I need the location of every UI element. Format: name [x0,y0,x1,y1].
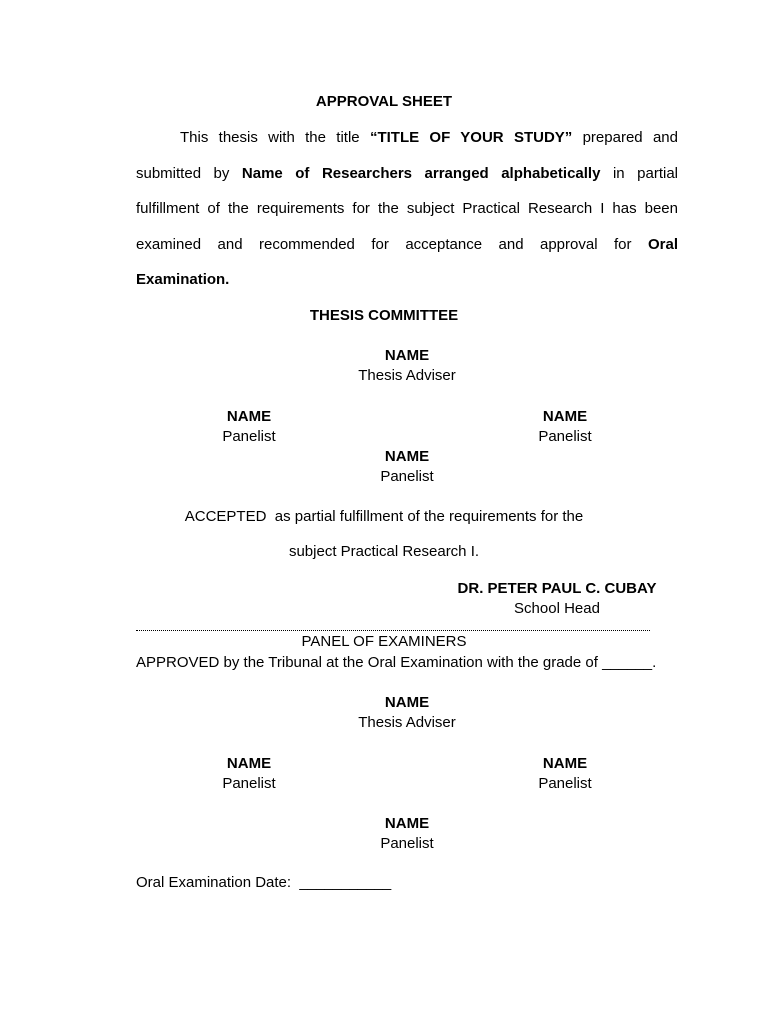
accepted-line-2: subject Practical Research I. [288,543,480,560]
committee-panelist-left [129,407,369,447]
panel-adviser-signature [287,693,527,733]
panelist-name: NAME [542,408,588,425]
paragraph-text: in partial [612,165,678,182]
panelist-role: Panelist [380,835,434,852]
paragraph-line-4 [136,236,678,253]
school-head-role: School Head [514,600,600,617]
panelist-role: Panelist [538,775,592,792]
paragraph-bold: Oral [647,236,678,253]
oral-examination-date: Oral Examination Date: ___________ [136,874,392,891]
paragraph-line-2 [136,165,678,182]
committee-heading: THESIS COMMITTEE [309,307,459,324]
paragraph-line-1 [136,129,678,146]
adviser-role: Thesis Adviser [358,714,456,731]
study-title: “TITLE OF YOUR STUDY” [369,129,573,146]
paragraph-text: examined and recommended for acceptance and approval for [136,236,632,253]
panel-panelist-center [287,814,527,854]
panelist-role: Panelist [538,428,592,445]
panel-panelist-left [129,754,369,794]
panelist-name: NAME [226,755,272,772]
panelist-name: NAME [226,408,272,425]
panelist-role: Panelist [380,468,434,485]
panelist-name: NAME [542,755,588,772]
panelist-name: NAME [384,815,430,832]
panelist-role: Panelist [222,775,276,792]
paragraph-text: submitted by [136,165,230,182]
paragraph-line-3: fulfillment of the requirements for the subject Practical Research I has been [136,200,678,217]
school-head-name: DR. PETER PAUL C. CUBAY [457,580,657,597]
adviser-role: Thesis Adviser [358,367,456,384]
page-title: APPROVAL SHEET [315,93,453,110]
panel-panelist-right [445,754,685,794]
committee-adviser-signature [287,346,527,386]
adviser-name: NAME [384,347,430,364]
accepted-line-1: ACCEPTED as partial fulfillment of the requirements for the [184,508,584,525]
committee-panelist-right [445,407,685,447]
adviser-name: NAME [384,694,430,711]
school-head-signature [437,579,677,619]
panel-heading: PANEL OF EXAMINERS [301,633,467,650]
paragraph-text: This thesis with the title [180,129,360,146]
approved-statement: APPROVED by the Tribunal at the Oral Examination with the grade of ______. [136,654,657,671]
panelist-name: NAME [384,448,430,465]
dotted-divider [136,622,650,631]
panelist-role: Panelist [222,428,276,445]
paragraph-text: prepared and [582,129,678,146]
committee-panelist-center [287,447,527,487]
paragraph-line-5: Examination. [136,271,230,288]
researchers-names: Name of Researchers arranged alphabetically [241,165,601,182]
